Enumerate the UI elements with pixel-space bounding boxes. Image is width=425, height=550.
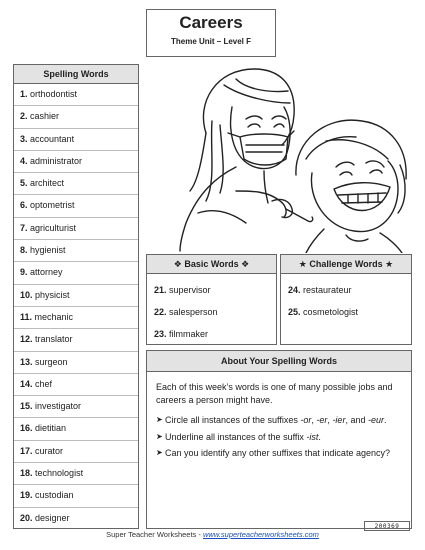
word-item: [14, 441, 138, 463]
word-item: [14, 195, 138, 217]
word-item: [14, 352, 138, 374]
word-number: 2.: [20, 111, 28, 122]
basic-words-list: [147, 279, 276, 345]
word-text: designer: [35, 512, 70, 523]
word-item: [14, 329, 138, 351]
spelling-words-header: Spelling Words: [14, 65, 138, 84]
word-number: 25.: [288, 307, 301, 317]
arrow-icon: ➤: [156, 415, 163, 424]
word-text: salesperson: [169, 307, 218, 317]
word-item: [288, 301, 411, 323]
word-item: [154, 301, 276, 323]
word-number: 15.: [20, 401, 33, 412]
worksheet-code: 200369: [364, 521, 410, 531]
footer-link[interactable]: www.superteacherworksheets.com: [202, 530, 319, 539]
word-text: translator: [35, 334, 73, 345]
bullet-text: Circle all instances of the suffixes: [165, 415, 301, 425]
word-number: 11.: [20, 311, 33, 322]
challenge-words-header: ★ Challenge Words ★: [281, 255, 411, 274]
word-text: curator: [35, 445, 64, 456]
word-number: 16.: [20, 423, 33, 434]
about-header: About Your Spelling Words: [147, 351, 411, 372]
separator: , and: [345, 415, 368, 425]
word-number: 13.: [20, 356, 33, 367]
word-item: [14, 396, 138, 418]
word-number: 1.: [20, 89, 28, 99]
word-number: 10.: [20, 289, 33, 300]
basic-words-header: ❖ Basic Words ❖: [147, 255, 276, 274]
word-text: orthodontist: [30, 89, 78, 99]
word-item: [154, 279, 276, 301]
page-subtitle: Theme Unit – Level F: [170, 37, 252, 46]
word-text: mechanic: [34, 311, 74, 322]
word-text: hygienist: [30, 245, 66, 256]
word-text: optometrist: [30, 200, 75, 211]
title-box: [146, 9, 276, 57]
word-number: 22.: [154, 307, 167, 317]
challenge-words-box: [280, 254, 412, 345]
about-box: [146, 350, 412, 529]
suffix: -or: [300, 415, 312, 425]
separator: .: [318, 431, 321, 442]
word-number: 17.: [20, 445, 33, 456]
spelling-words-box: [13, 64, 139, 529]
bullet-text: Can you identify any other suffixes that indicate agency?: [165, 448, 390, 458]
suffix: -ier: [332, 415, 346, 425]
word-item: [288, 279, 411, 301]
dentist-illustration: [176, 63, 412, 253]
word-text: architect: [30, 178, 65, 189]
suffix: -eur: [367, 415, 384, 425]
word-item: [14, 285, 138, 307]
separator: .: [383, 415, 387, 425]
footer: [0, 530, 425, 539]
word-item: [14, 374, 138, 396]
challenge-words-list: [281, 279, 411, 323]
word-item: [154, 323, 276, 345]
bullet-text: Underline all instances of the suffix: [165, 431, 307, 442]
word-number: 6.: [20, 200, 28, 211]
word-number: 9.: [20, 267, 28, 278]
word-text: filmmaker: [169, 329, 209, 339]
word-item: [14, 463, 138, 485]
word-text: administrator: [30, 155, 83, 166]
word-text: attorney: [30, 267, 63, 278]
word-number: 23.: [154, 329, 167, 339]
word-number: 7.: [20, 222, 28, 233]
word-text: dietitian: [35, 423, 67, 434]
word-number: 18.: [20, 468, 33, 479]
word-number: 24.: [288, 285, 301, 295]
word-item: [14, 240, 138, 262]
word-item: [14, 151, 138, 173]
word-number: 4.: [20, 155, 28, 166]
arrow-icon: ➤: [156, 448, 163, 457]
basic-words-box: [146, 254, 277, 345]
word-item: [14, 106, 138, 128]
word-item: [14, 129, 138, 151]
word-text: cashier: [30, 111, 60, 122]
word-item: [14, 218, 138, 240]
word-number: 14.: [20, 378, 33, 389]
word-item: [14, 508, 138, 529]
word-number: 3.: [20, 133, 28, 144]
word-text: cosmetologist: [303, 307, 359, 317]
page-title: Careers: [179, 13, 243, 32]
word-text: supervisor: [169, 285, 211, 295]
about-bullets: [156, 414, 403, 460]
suffix: -ist: [306, 431, 319, 442]
spelling-words-list: [14, 84, 138, 529]
separator: ,: [327, 415, 333, 425]
word-item: [14, 262, 138, 284]
bullet-other-suffixes: [156, 447, 403, 460]
word-text: physicist: [35, 289, 70, 300]
word-text: restaurateur: [303, 285, 352, 295]
arrow-icon: ➤: [156, 431, 163, 441]
bullet-underline-suffix: [156, 431, 403, 444]
word-number: 12.: [20, 334, 33, 345]
word-item: [14, 84, 138, 106]
word-text: accountant: [30, 133, 75, 144]
word-item: [14, 307, 138, 329]
bullet-circle-suffixes: [156, 414, 403, 427]
word-number: 5.: [20, 178, 28, 189]
word-number: 20.: [20, 512, 33, 523]
word-item: [14, 485, 138, 507]
about-intro: Each of this week’s words is one of many possible jobs and careers a person might have.: [156, 382, 393, 405]
word-text: technologist: [35, 468, 84, 479]
word-number: 8.: [20, 245, 28, 256]
word-text: chef: [35, 378, 53, 389]
footer-text: Super Teacher Worksheets -: [106, 530, 203, 539]
word-item: [14, 173, 138, 195]
word-text: custodian: [35, 490, 74, 501]
word-text: investigator: [35, 401, 82, 412]
word-text: surgeon: [35, 356, 68, 367]
separator: ,: [311, 415, 317, 425]
word-number: 19.: [20, 490, 33, 501]
suffix: -er: [316, 415, 328, 425]
word-number: 21.: [154, 285, 167, 295]
word-item: [14, 418, 138, 440]
word-text: agriculturist: [30, 222, 77, 233]
